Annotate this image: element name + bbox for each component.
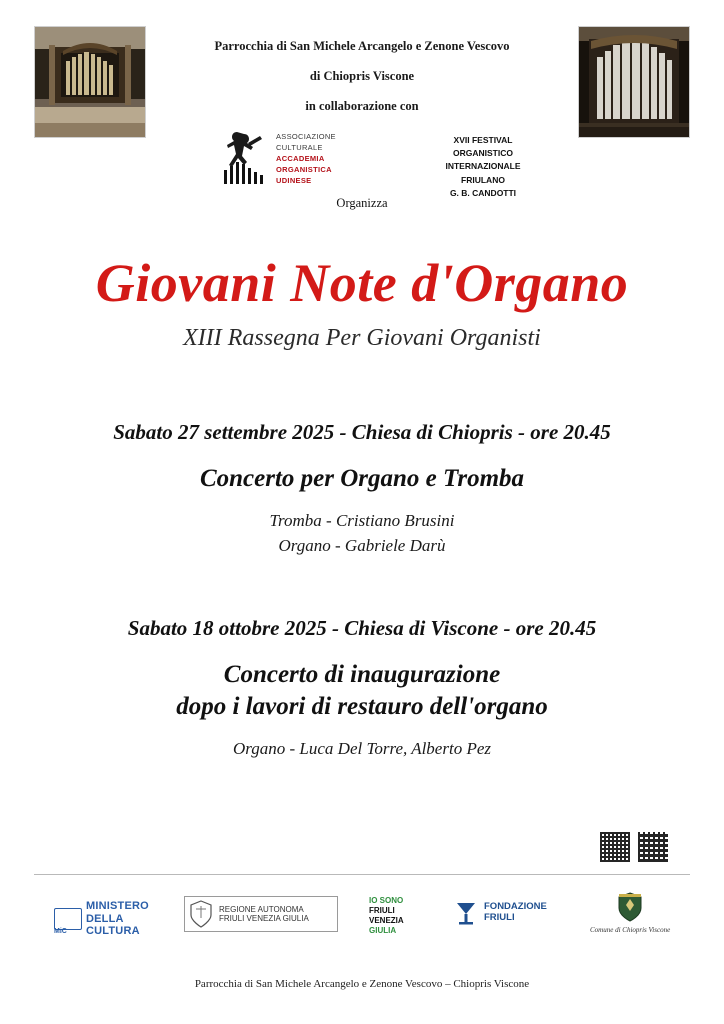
concert-2-title-line-1: Concerto di inaugurazione xyxy=(223,661,501,688)
poster-title: Giovani Note d'Organo xyxy=(95,253,629,313)
accademia-line-5: UDINESE xyxy=(276,175,312,185)
organ-photo-right xyxy=(578,26,690,138)
sponsor-fondazione-friuli xyxy=(454,900,547,926)
organ-photo-left-image xyxy=(35,27,145,137)
fondazione-text xyxy=(484,902,547,924)
header-line-2: di Chiopris Viscone xyxy=(309,68,415,83)
concert-2-title-line-2: dopo i lavori di restauro dell'organo xyxy=(176,693,548,720)
sponsor-logos xyxy=(34,892,690,954)
collaborator-logos xyxy=(160,128,564,198)
fondazione-line-1: FONDAZIONE xyxy=(484,901,547,913)
header-line-1: Parrocchia di San Michele Arcangelo e Zenone Vescovo xyxy=(214,39,510,53)
accademia-line-1: ASSOCIAZIONE xyxy=(276,132,336,141)
ministero-line-2: DELLA xyxy=(86,912,124,925)
concert-1-performer-1: Tromba - Cristiano Brusini xyxy=(269,511,455,530)
accademia-line-2: CULTURALE xyxy=(276,142,323,152)
concert-block-1 xyxy=(0,420,724,558)
regione-text xyxy=(219,905,309,923)
qr-code-area xyxy=(600,832,668,862)
concert-2-performer-1: Organo - Luca Del Torre, Alberto Pez xyxy=(233,739,491,758)
festival-line-5: G. B. CANDOTTI xyxy=(449,187,517,198)
festival-line-3: INTERNAZIONALE xyxy=(445,161,521,172)
regione-line-1: REGIONE AUTONOMA xyxy=(219,904,304,914)
ministero-line-1: MINISTERO xyxy=(86,900,149,912)
ministero-mark-icon xyxy=(54,906,80,935)
fondazione-line-2: FRIULI xyxy=(484,912,515,923)
ministero-abbrev: MiC xyxy=(54,927,67,935)
sponsor-comune-chiopris-viscone xyxy=(590,892,670,934)
accademia-line-4: ORGANISTICA xyxy=(276,164,332,174)
concert-1-date: Sabato 27 settembre 2025 - Chiesa di Chiopris - ore 20.45 xyxy=(113,420,611,444)
qr-code-left[interactable] xyxy=(600,832,630,862)
poster-subtitle: XIII Rassegna Per Giovani Organisti xyxy=(183,325,541,351)
ministero-line-3: CULTURA xyxy=(86,925,140,938)
fvg-text xyxy=(369,896,404,936)
organ-photo-left xyxy=(34,26,146,138)
accademia-logo-text xyxy=(276,132,336,186)
organizza-label: Organizza xyxy=(336,196,388,210)
header-text xyxy=(160,38,564,115)
qr-code-right[interactable] xyxy=(638,832,668,862)
fvg-line-3: VENEZIA xyxy=(369,916,404,925)
regione-shield-icon xyxy=(189,900,213,928)
sponsor-regione-fvg xyxy=(184,896,338,932)
festival-candotti-logo-text xyxy=(408,134,558,200)
sponsor-ministero-cultura xyxy=(54,900,149,938)
organ-photo-right-image xyxy=(579,27,689,137)
fondazione-mark-icon xyxy=(454,900,478,926)
sponsor-io-sono-fvg xyxy=(369,896,404,936)
accademia-line-3: ACCADEMIA xyxy=(276,153,325,163)
festival-line-1: XVII FESTIVAL xyxy=(453,135,513,145)
concert-1-title: Concerto per Organo e Tromba xyxy=(199,465,525,492)
concert-2-date: Sabato 18 ottobre 2025 - Chiesa di Viscone - ore 20.45 xyxy=(127,616,597,640)
comune-caption: Comune di Chiopris Viscone xyxy=(590,926,671,934)
concert-1-performer-2: Organo - Gabriele Darù xyxy=(278,535,446,555)
footer-text: Parrocchia di San Michele Arcangelo e Zenone Vescovo – Chiopris Viscone xyxy=(194,978,530,990)
fvg-line-2: FRIULI xyxy=(369,906,395,915)
concert-block-2 xyxy=(0,616,724,762)
regione-line-2: FRIULI VENEZIA GIULIA xyxy=(219,914,309,923)
accademia-organistica-logo xyxy=(218,128,398,188)
festival-line-2: ORGANISTICO xyxy=(453,148,513,159)
concert-2-title xyxy=(0,659,724,723)
fvg-line-4: GIULIA xyxy=(369,926,397,935)
fvg-line-1: IO SONO xyxy=(369,896,404,905)
footer-divider xyxy=(34,874,690,875)
accademia-mark-icon xyxy=(218,130,270,186)
festival-line-4: FRIULANO xyxy=(461,174,505,185)
header-line-3: in collaborazione con xyxy=(305,98,419,113)
ministero-text xyxy=(86,900,149,938)
comune-crest-icon xyxy=(617,892,643,922)
